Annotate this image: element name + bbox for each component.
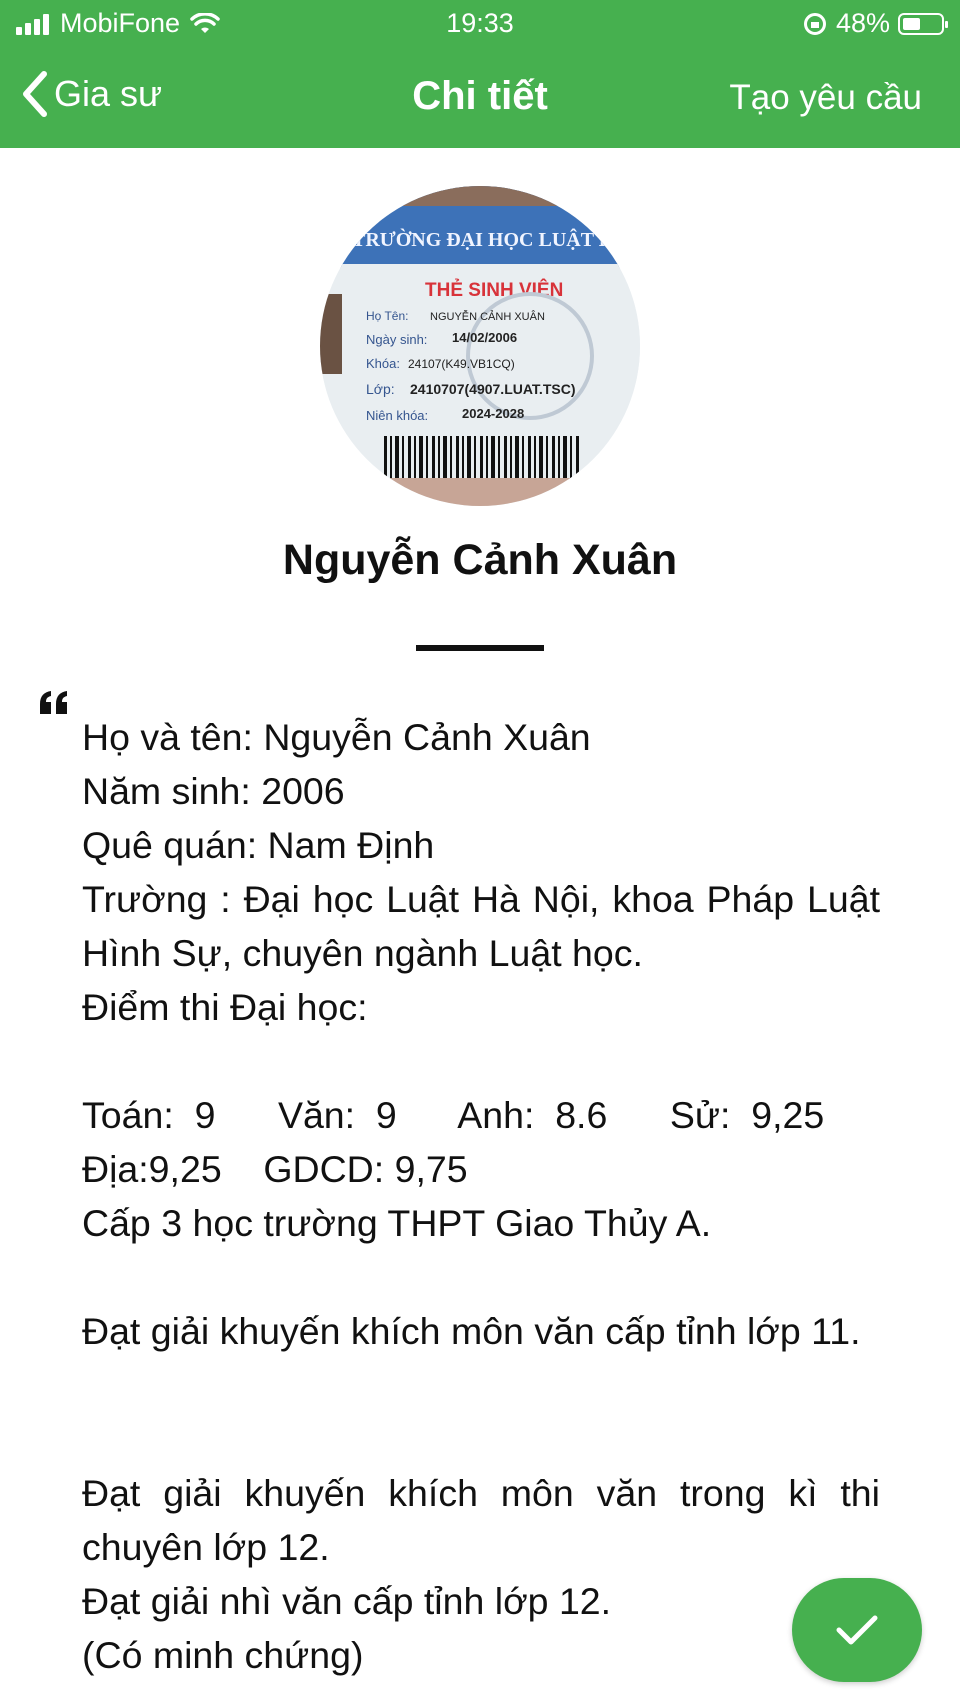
card-course-value: 24107(K49.VB1CQ) bbox=[408, 357, 515, 371]
desc-line-award-1: Đạt giải khuyến khích môn văn cấp tỉnh lớp 11. bbox=[82, 1310, 861, 1352]
battery-percent: 48% bbox=[835, 8, 890, 38]
back-label: Gia sư bbox=[54, 73, 163, 114]
create-request-button[interactable]: Tạo yêu cầu bbox=[729, 78, 922, 117]
tutor-description bbox=[82, 710, 880, 1682]
desc-line-fullname: Họ và tên: Nguyễn Cảnh Xuân bbox=[82, 716, 591, 758]
quote-icon bbox=[38, 690, 70, 716]
student-card-image bbox=[320, 186, 640, 506]
desc-line-hometown: Quê quán: Nam Định bbox=[82, 824, 435, 866]
spacer bbox=[82, 1358, 880, 1466]
card-class-value: 2410707(4907.LUAT.TSC) bbox=[410, 381, 576, 397]
battery-icon bbox=[898, 13, 944, 35]
desc-line-proof: (Có minh chứng) bbox=[82, 1634, 364, 1676]
divider bbox=[416, 645, 544, 651]
carrier-name: MobiFone bbox=[60, 8, 181, 38]
rotation-lock-icon bbox=[804, 13, 826, 35]
desc-line-scores-2: Địa:9,25 GDCD: 9,75 bbox=[82, 1148, 468, 1190]
desc-line-award-3: Đạt giải nhì văn cấp tỉnh lớp 12. bbox=[82, 1580, 612, 1622]
card-dob-label: Ngày sinh: bbox=[366, 332, 428, 347]
navigation-bar bbox=[0, 60, 960, 140]
desc-line-award-2: Đạt giải khuyến khích môn văn trong kì thi chuyên lớp 12. bbox=[82, 1472, 880, 1568]
card-years-value: 2024-2028 bbox=[462, 406, 525, 421]
status-time: 19:33 bbox=[446, 8, 514, 38]
desc-line-exam-header: Điểm thi Đại học: bbox=[82, 986, 368, 1028]
card-years-label: Niên khóa: bbox=[366, 408, 429, 423]
app-header bbox=[0, 0, 960, 148]
card-name-label: Họ Tên: bbox=[366, 309, 409, 323]
card-course-label: Khóa: bbox=[366, 356, 400, 371]
spacer bbox=[82, 1250, 880, 1304]
desc-line-birthyear: Năm sinh: 2006 bbox=[82, 770, 345, 812]
status-right bbox=[804, 8, 944, 39]
confirm-button[interactable] bbox=[792, 1578, 922, 1682]
card-school: TRƯỜNG ĐẠI HỌC LUẬT HÀ bbox=[352, 229, 629, 251]
avatar bbox=[320, 186, 640, 506]
status-bar bbox=[0, 0, 960, 48]
card-class-label: Lớp: bbox=[366, 381, 395, 397]
check-icon bbox=[835, 1612, 879, 1648]
desc-line-scores-1: Toán: 9 Văn: 9 Anh: 8.6 Sử: 9,25 bbox=[82, 1094, 825, 1136]
card-dob-value: 14/02/2006 bbox=[452, 330, 518, 345]
spacer bbox=[82, 1034, 880, 1088]
profile-name: Nguyễn Cảnh Xuân bbox=[282, 536, 678, 584]
card-name-value: NGUYỄN CẢNH XUÂN bbox=[430, 311, 545, 323]
page-title: Chi tiết bbox=[412, 74, 548, 118]
desc-line-highschool: Cấp 3 học trường THPT Giao Thủy A. bbox=[82, 1202, 712, 1244]
card-title: THẺ SINH VIÊN bbox=[425, 280, 564, 301]
desc-line-school: Trường : Đại học Luật Hà Nội, khoa Pháp Luật Hình Sự, chuyên ngành Luật học. bbox=[82, 878, 880, 974]
